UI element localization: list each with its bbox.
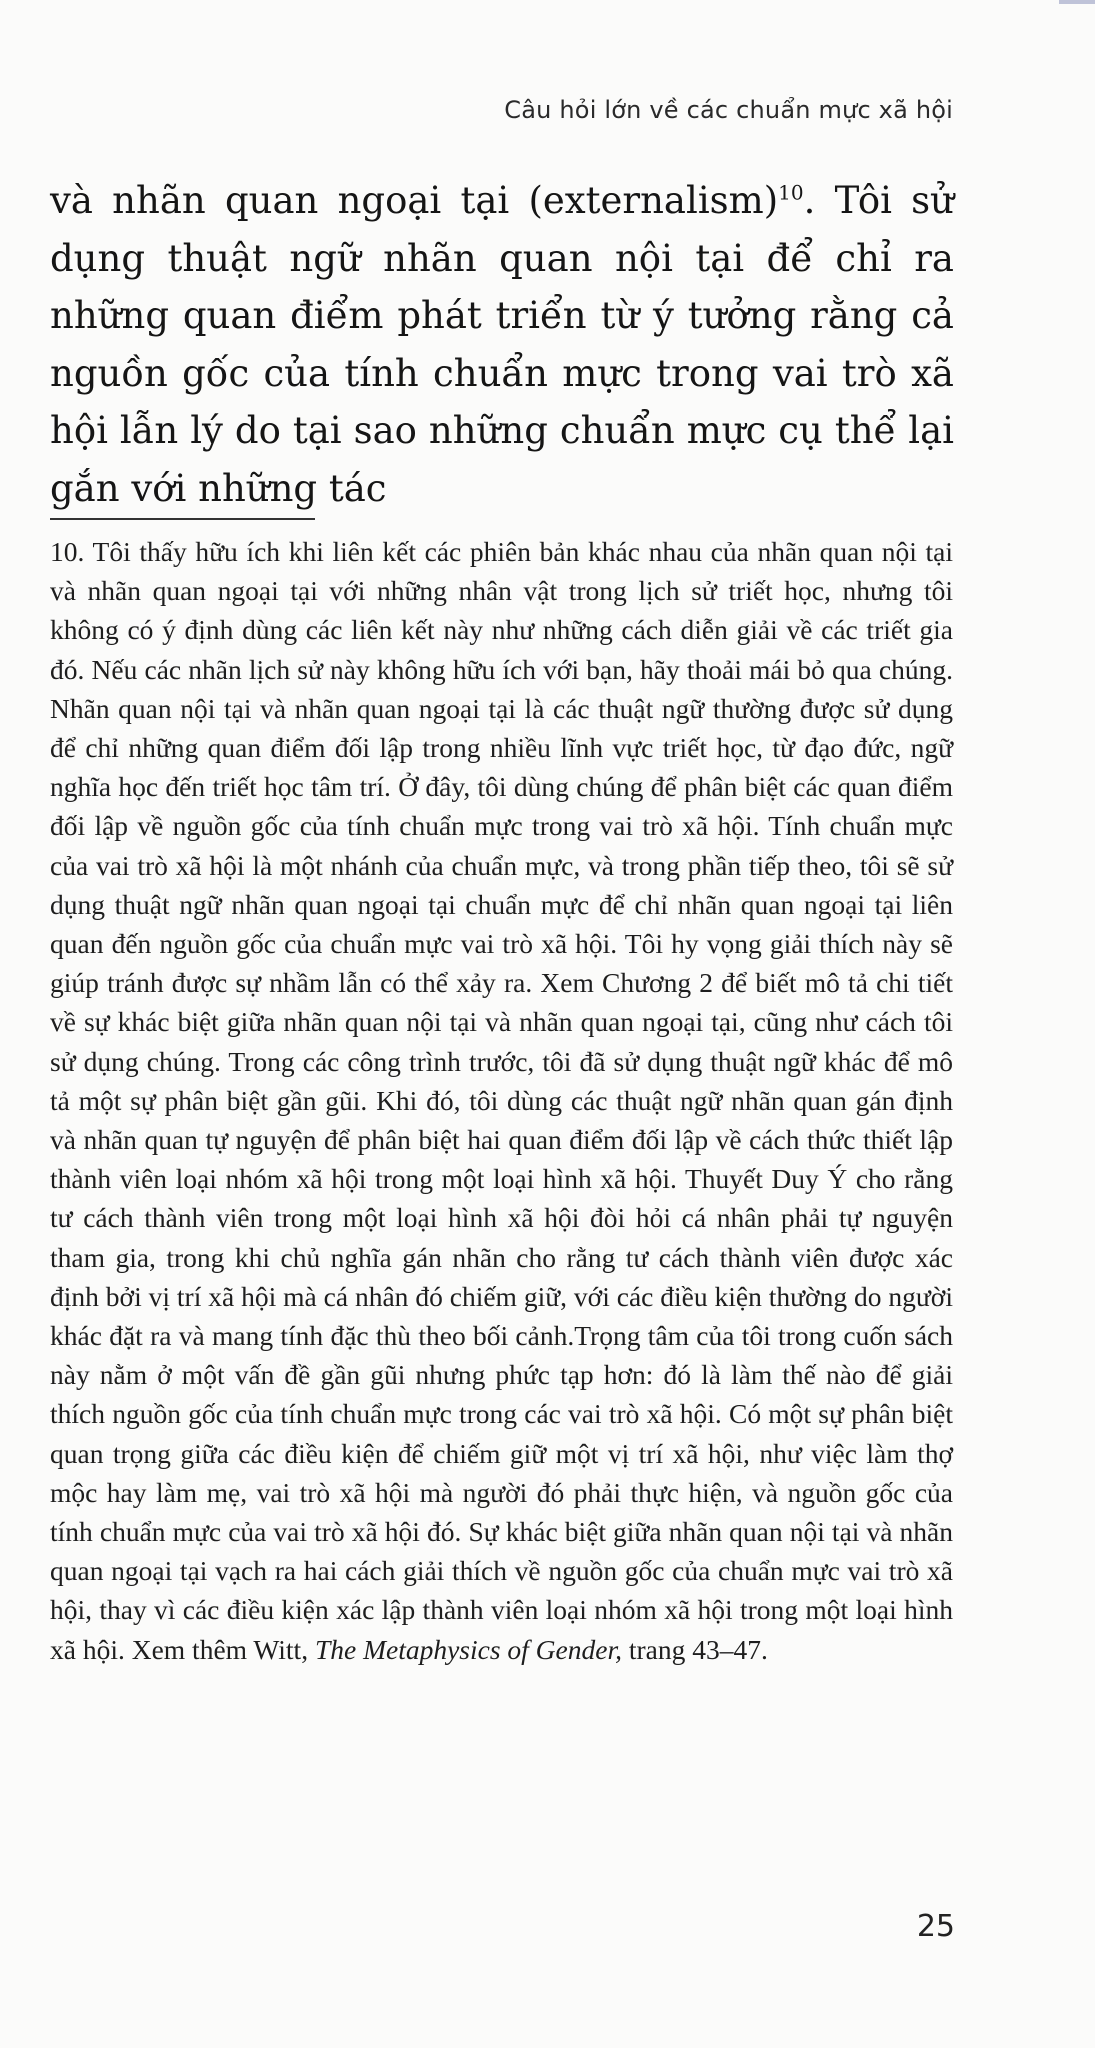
scan-edge-mark bbox=[1059, 0, 1095, 4]
body-text-before-note: và nhãn quan ngoại tại (externalism) bbox=[50, 179, 779, 222]
body-text-after-note: . Tôi sử dụng thuật ngữ nhãn quan nội tại để chỉ ra những quan điểm phát triển từ ý tưởng rằng cả nguồn gốc của tính chuẩn mực trong vai trò xã hội lẫn lý do tại sao những chuẩn mực cụ thể lại gắn với những tác bbox=[50, 179, 954, 510]
running-header: Câu hỏi lớn về các chuẩn mực xã hội bbox=[504, 96, 953, 124]
footnote-number: 10. bbox=[50, 536, 85, 567]
footnote-10 bbox=[50, 532, 953, 1669]
footnote-text: Tôi thấy hữu ích khi liên kết các phiên bản khác nhau của nhãn quan nội tại và nhãn quan ngoại tại với những nhân vật trong lịch sử triết học, nhưng tôi không có ý định dùng các liên kết này như những cách diễn giải về các triết gia đó. Nếu các nhãn lịch sử này không hữu ích với bạn, hãy thoải mái bỏ qua chúng. Nhãn quan nội tại và nhãn quan ngoại tại là các thuật ngữ thường được sử dụng để chỉ những quan điểm đối lập trong nhiều lĩnh vực triết học, từ đạo đức, ngữ nghĩa học đến triết học tâm trí. Ở đây, tôi dùng chúng để phân biệt các quan điểm đối lập về nguồn gốc của tính chuẩn mực trong vai trò xã hội. Tính chuẩn mực của vai trò xã hội là một nhánh của chuẩn mực, và trong phần tiếp theo, tôi sẽ sử dụng thuật ngữ nhãn quan ngoại tại chuẩn mực để chỉ nhãn quan ngoại tại liên quan đến nguồn gốc của chuẩn mực vai trò xã hội. Tôi hy vọng giải thích này sẽ giúp tránh được sự nhầm lẫn có thể xảy ra. Xem Chương 2 để biết mô tả chi tiết về sự khác biệt giữa nhãn quan nội tại và nhãn quan ngoại tại, cũng như cách tôi sử dụng chúng. Trong các công trình trước, tôi đã sử dụng thuật ngữ khác để mô tả một sự phân biệt gần gũi. Khi đó, tôi dùng các thuật ngữ nhãn quan gán định và nhãn quan tự nguyện để phân biệt hai quan điểm đối lập về cách thức thiết lập thành viên loại nhóm xã hội trong một loại hình xã hội. Thuyết Duy Ý cho rằng tư cách thành viên trong một loại hình xã hội đòi hỏi cá nhân phải tự nguyện tham gia, trong khi chủ nghĩa gán nhãn cho rằng tư cách thành viên được xác định bởi vị trí xã hội mà cá nhân đó chiếm giữ, với các điều kiện thường do người khác đặt ra và mang tính đặc thù theo bối cảnh.Trọng tâm của tôi trong cuốn sách này nằm ở một vấn đề gần gũi nhưng phức tạp hơn: đó là làm thế nào để giải thích nguồn gốc của tính chuẩn mực trong các vai trò xã hội. Có một sự phân biệt quan trọng giữa các điều kiện để chiếm giữ một vị trí xã hội, như việc làm thợ mộc hay làm mẹ, vai trò xã hội mà người đó phải thực hiện, và nguồn gốc của tính chuẩn mực của vai trò xã hội đó. Sự khác biệt giữa nhãn quan nội tại và nhãn quan ngoại tại vạch ra hai cách giải thích về nguồn gốc của chuẩn mực vai trò xã hội, thay vì các điều kiện xác lập thành viên loại nhóm xã hội trong một loại hình xã hội. Xem thêm Witt, bbox=[50, 536, 953, 1665]
page-number: 25 bbox=[916, 1909, 955, 1944]
main-paragraph bbox=[50, 172, 954, 517]
cited-book-title: The Metaphysics of Gender, bbox=[314, 1633, 622, 1665]
footnote-separator bbox=[50, 518, 315, 520]
cited-pages: trang 43–47. bbox=[628, 1633, 768, 1665]
footnote-reference[interactable]: 10 bbox=[778, 180, 804, 205]
